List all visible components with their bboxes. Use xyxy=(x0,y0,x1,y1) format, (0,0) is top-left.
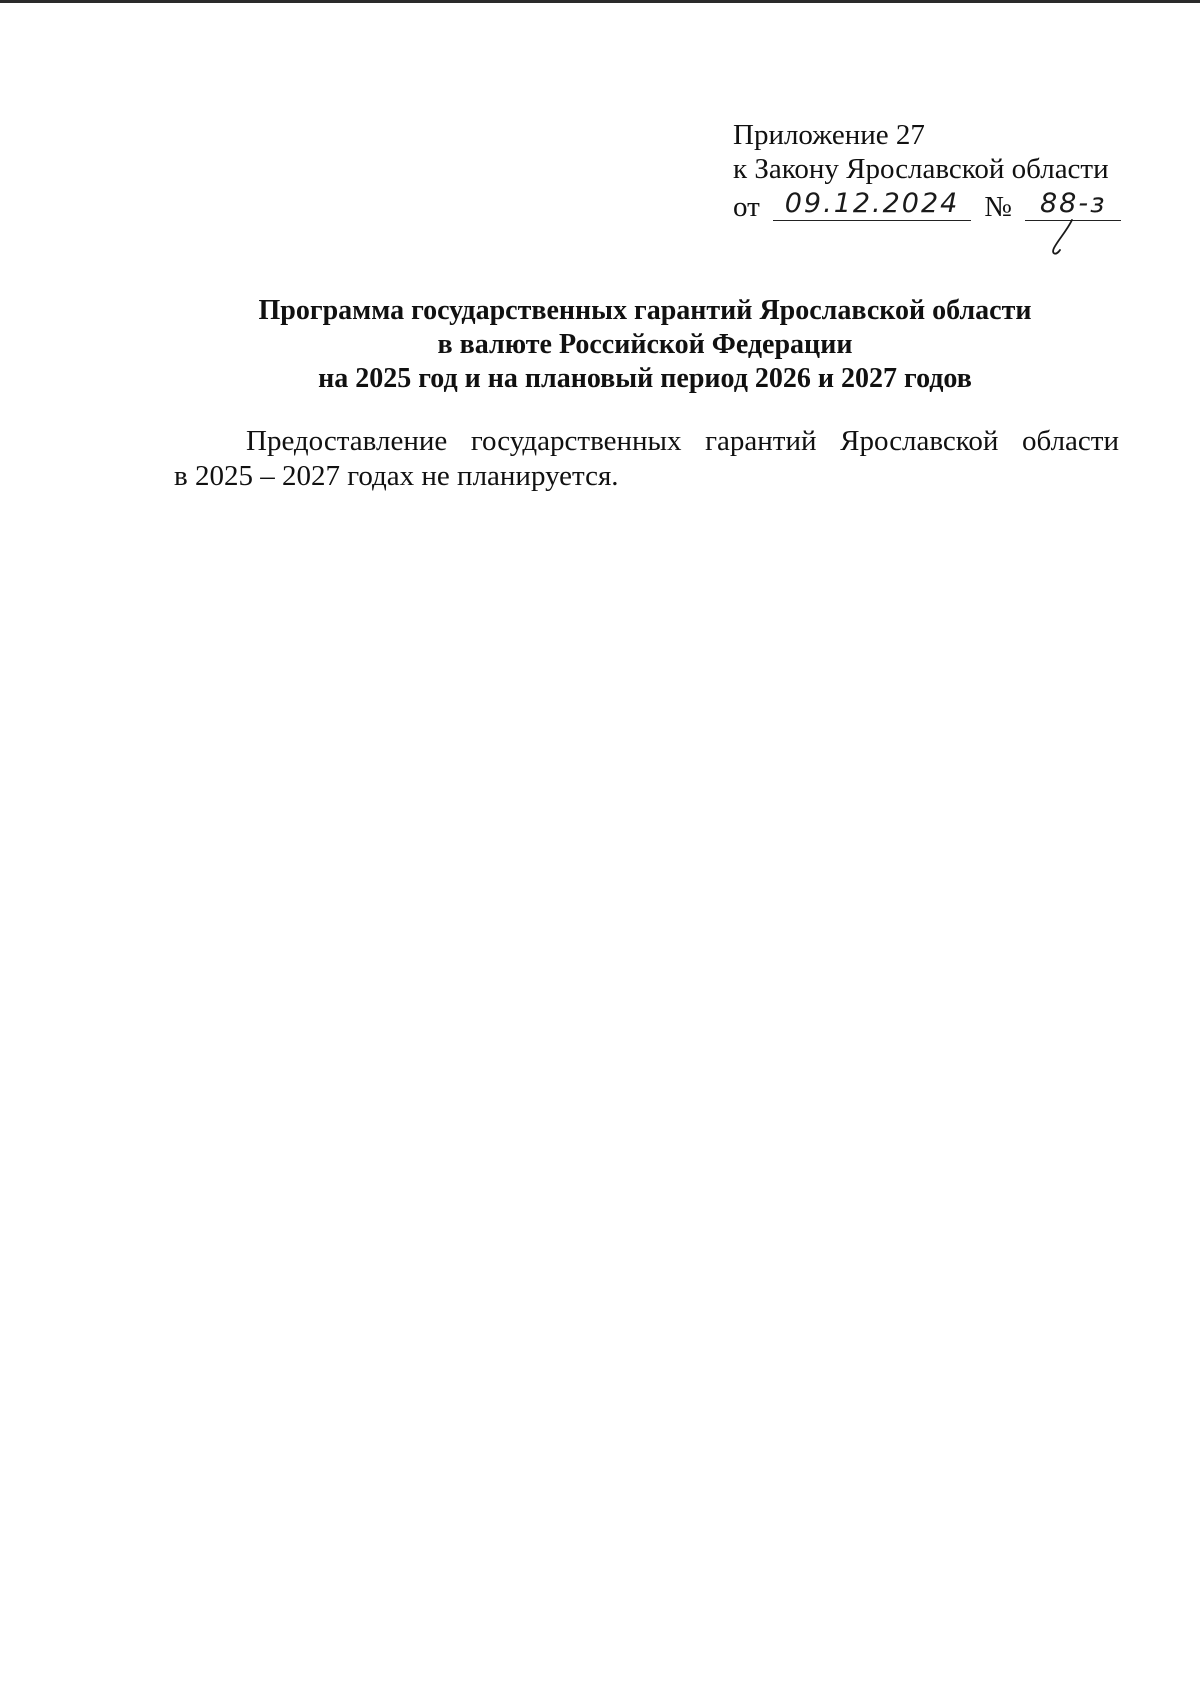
date-prefix: от xyxy=(733,191,760,223)
handwritten-date: 09.12.2024 xyxy=(784,188,960,219)
number-sign: № xyxy=(984,191,1012,223)
annex-number: Приложение 27 xyxy=(733,119,925,151)
annex-header xyxy=(733,118,1121,230)
title-line-2: в валюте Российской Федерации xyxy=(437,329,853,360)
date-field xyxy=(773,190,971,221)
document-title xyxy=(160,294,1130,396)
body-line-1: Предоставление государственных гарантий Ярославской области xyxy=(246,425,1119,457)
body-line-2: в 2025 – 2027 годах не планируется. xyxy=(174,460,619,492)
handwritten-number: 88-з xyxy=(1039,188,1107,219)
number-field xyxy=(1025,190,1121,221)
title-line-1: Программа государственных гарантий Ярославской области xyxy=(258,295,1032,326)
handwritten-stroke-icon xyxy=(1046,218,1076,258)
annex-law-reference: к Закону Ярославской области xyxy=(733,153,1109,185)
body-paragraph xyxy=(174,424,1119,494)
title-line-3: на 2025 год и на плановый период 2026 и 2027 годов xyxy=(318,363,972,394)
